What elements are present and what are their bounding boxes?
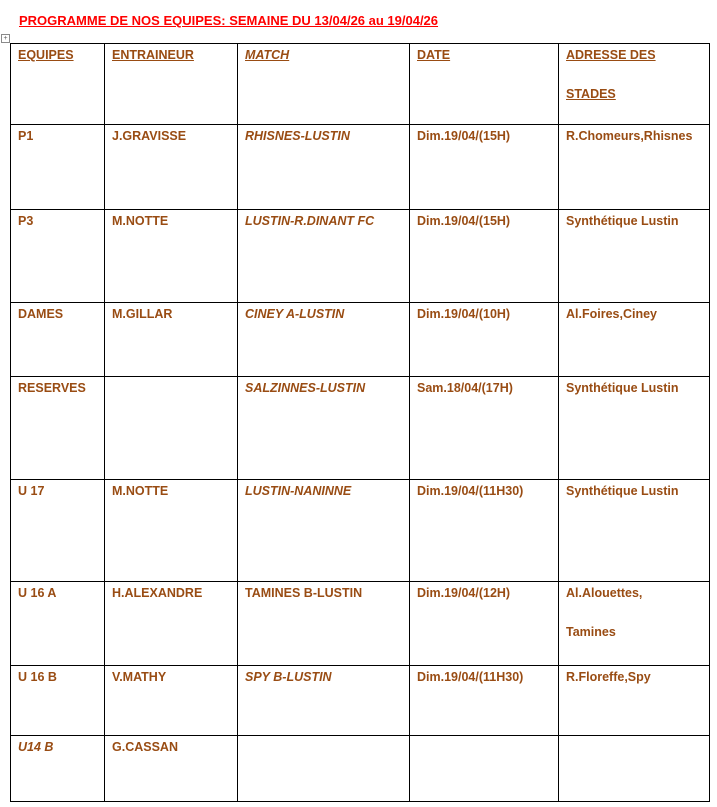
table-row [11, 736, 710, 802]
date-cell: Sam.18/04/(17H) [410, 377, 559, 480]
match-cell: SPY B-LUSTIN [238, 666, 410, 736]
team-cell: U14 B [11, 736, 105, 802]
table-row [11, 377, 710, 480]
match-cell: RHISNES-LUSTIN [238, 125, 410, 210]
match-cell: TAMINES B-LUSTIN [238, 582, 410, 666]
table-row [11, 210, 710, 303]
coach-cell [105, 377, 238, 480]
page-title: PROGRAMME DE NOS EQUIPES: SEMAINE DU 13/04/26 au 19/04/26 [19, 13, 439, 28]
date-cell: Dim.19/04/(11H30) [410, 480, 559, 582]
team-cell: P1 [11, 125, 105, 210]
column-header-match: MATCH [238, 44, 410, 125]
move-anchor-icon[interactable]: + [1, 34, 10, 43]
team-cell: U 16 B [11, 666, 105, 736]
date-cell [410, 736, 559, 802]
table-row [11, 125, 710, 210]
date-cell: Dim.19/04/(10H) [410, 303, 559, 377]
team-cell: U 17 [11, 480, 105, 582]
column-header-entraineur: ENTRAINEUR [105, 44, 238, 125]
team-cell: DAMES [11, 303, 105, 377]
match-cell: SALZINNES-LUSTIN [238, 377, 410, 480]
column-header-equipes: EQUIPES [11, 44, 105, 125]
coach-cell: V.MATHY [105, 666, 238, 736]
date-cell: Dim.19/04/(12H) [410, 582, 559, 666]
table-header-row [11, 44, 710, 125]
coach-cell: M.NOTTE [105, 210, 238, 303]
date-cell: Dim.19/04/(15H) [410, 125, 559, 210]
date-cell: Dim.19/04/(11H30) [410, 666, 559, 736]
match-cell: LUSTIN-NANINNE [238, 480, 410, 582]
address-cell: Al.Foires,Ciney [559, 303, 710, 377]
coach-cell: M.NOTTE [105, 480, 238, 582]
table-row [11, 582, 710, 666]
address-cell: Al.Alouettes, Tamines [559, 582, 710, 666]
match-cell [238, 736, 410, 802]
table-row [11, 480, 710, 582]
address-cell: Synthétique Lustin [559, 210, 710, 303]
address-cell: Synthétique Lustin [559, 480, 710, 582]
team-cell: P3 [11, 210, 105, 303]
table-row [11, 666, 710, 736]
address-cell: R.Chomeurs,Rhisnes [559, 125, 710, 210]
table-row [11, 303, 710, 377]
match-cell: CINEY A-LUSTIN [238, 303, 410, 377]
column-header-adresse: ADRESSE DES STADES [559, 44, 710, 125]
schedule-table [10, 43, 710, 802]
address-cell: R.Floreffe,Spy [559, 666, 710, 736]
team-cell: RESERVES [11, 377, 105, 480]
coach-cell: J.GRAVISSE [105, 125, 238, 210]
address-cell [559, 736, 710, 802]
date-cell: Dim.19/04/(15H) [410, 210, 559, 303]
team-cell: U 16 A [11, 582, 105, 666]
match-cell: LUSTIN-R.DINANT FC [238, 210, 410, 303]
coach-cell: M.GILLAR [105, 303, 238, 377]
address-cell: Synthétique Lustin [559, 377, 710, 480]
coach-cell: G.CASSAN [105, 736, 238, 802]
coach-cell: H.ALEXANDRE [105, 582, 238, 666]
column-header-date: DATE [410, 44, 559, 125]
